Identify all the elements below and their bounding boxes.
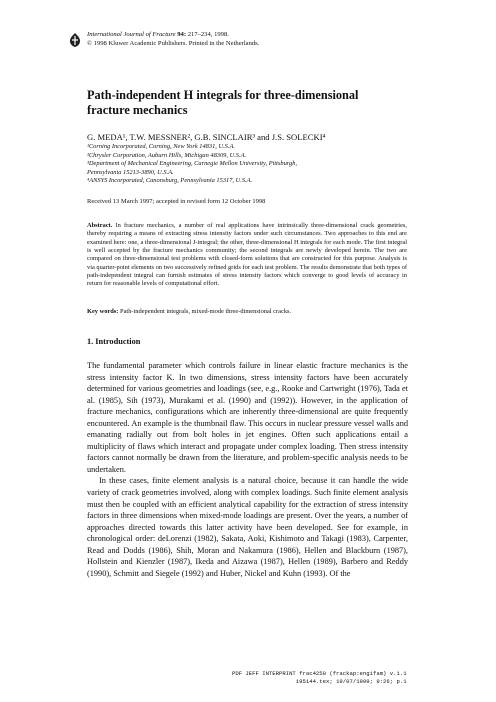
paper-title bbox=[87, 88, 427, 117]
author-list: G. MEDA¹, T.W. MESSNER², G.B. SINCLAIR³ and J.S. SOLECKI⁴ bbox=[87, 132, 326, 142]
copyright-line: © 1998 Kluwer Academic Publishers. Printed in the Netherlands. bbox=[87, 40, 260, 47]
paragraph-2: In these cases, finite element analysis is a natural choice, because it can handle the wide variety of crack geometries involved, along with complex loadings. Such finite element analysis must then be coupled with an efficient analytical capability for the extraction of stress intensity factors in three dimensions when mixed-mode loadings are present. Over the years, a number of approaches directed towards this latter activity have been developed. See for example, in chronological order: deLorenzi (1982), Sakata, Aoki, Kishimoto and Takagi (1983), Carpenter, Read and Dodds (1986), Shih, Moran and Nakamura (1986), Hellen and Blackburn (1987), Hollstein and Kienzler (1987), Ikeda and Aizawa (1987), Hellen (1989), Barbero and Reddy (1990), Schmitt and Siegele (1992) and Huber, Nickel and Kuhn (1993). Of the bbox=[87, 476, 408, 578]
abstract-label: Abstract. bbox=[87, 222, 113, 229]
keywords-text: Path-independent integrals, mixed-mode three-dimensional cracks. bbox=[120, 308, 292, 315]
affiliation-1: ¹Corning Incorporated, Corning, New York 14831, U.S.A. bbox=[87, 143, 235, 150]
page-footer bbox=[232, 670, 407, 686]
affiliation-2: ²Chrysler Corporation, Auburn Hills, Michigan 48309, U.S.A. bbox=[87, 151, 247, 159]
abstract-text: In fracture mechanics, a number of real applications have intrinsically three-dimensional crack geometries, thereby requiring a means of extracting stress intensity factors under such circumstances. Two approaches to this end are examined here: one, a three-dimensional J-integral; the other, three-dimensional H integrals for each mode. The first integral is well accepted by the fracture mechanics community; the second integrals are newly developed herein. The two are compared on three-dimensional test problems with closed-form solutions that are constructed for this purpose. Analysis is via quarter-point elements on two successively refined grids for each test problem. The results demonstrate that both types of path-independent integral can furnish estimates of stress intensity factors which converge to good levels of accuracy in return for reasonable levels of computational effort. bbox=[87, 222, 407, 288]
title-line-2: fracture mechanics bbox=[87, 102, 188, 117]
abstract bbox=[87, 222, 407, 289]
journal-name: International Journal of Fracture bbox=[87, 31, 176, 38]
journal-pages: 217–234, 1998. bbox=[187, 31, 229, 38]
received-dates: Received 13 March 1997; accepted in revised form 12 October 1998 bbox=[87, 198, 266, 205]
section-heading: 1. Introduction bbox=[87, 337, 141, 346]
paragraph-1: The fundamental parameter which controls failure in linear elastic fracture mechanics is the stress intensity factor K. In two dimensions, stress intensity factors have been accurately determined for various geometries and loadings (see, e.g., Rooke and Cartwright (1976), Tada et al. (1985), Sih (1973), Murakami et al. (1990) and (1992)). However, in the application of fracture mechanics, configurations which are inherently three-dimensional are quite frequently encountered. An example is the thumbnail flaw. This occurs in nuclear pressure vessel walls and emanating radially out from bolt holes in jet engines. Often such applications entail a multiplicity of flaws which interact and propagate under complex loading. Then stress intensity factors cannot normally be drawn from the literature, and problem-specific analysis needs to be undertaken. bbox=[87, 361, 408, 474]
footer-line-2: 195144.tex; 19/07/1999; 9:26; p.1 bbox=[295, 678, 407, 685]
journal-header bbox=[87, 30, 447, 48]
journal-citation bbox=[87, 30, 447, 39]
footer-line-1: PDF JEFF INTERPRINT frac4250 (frackap:engifam) v.1.1 bbox=[232, 670, 407, 677]
affiliation-3-cont: Pennsylvania 15213-3890, U.S.A. bbox=[87, 168, 174, 176]
keywords-label: Key words: bbox=[87, 308, 119, 315]
title-line-1: Path-independent H integrals for three-dimensional bbox=[87, 88, 359, 102]
keywords bbox=[87, 307, 407, 316]
journal-volume: 94: bbox=[177, 31, 187, 38]
body-text bbox=[87, 360, 408, 579]
affiliation-4: ⁴ANSYS Incorporated, Canonsburg, Pennsylvania 15317, U.S.A. bbox=[87, 177, 253, 185]
affiliations bbox=[87, 143, 447, 186]
affiliation-3: ³Department of Mechanical Engineering, Carnegie Mellon University, Pittsburgh, bbox=[87, 160, 298, 168]
publisher-logo-icon bbox=[68, 32, 82, 48]
